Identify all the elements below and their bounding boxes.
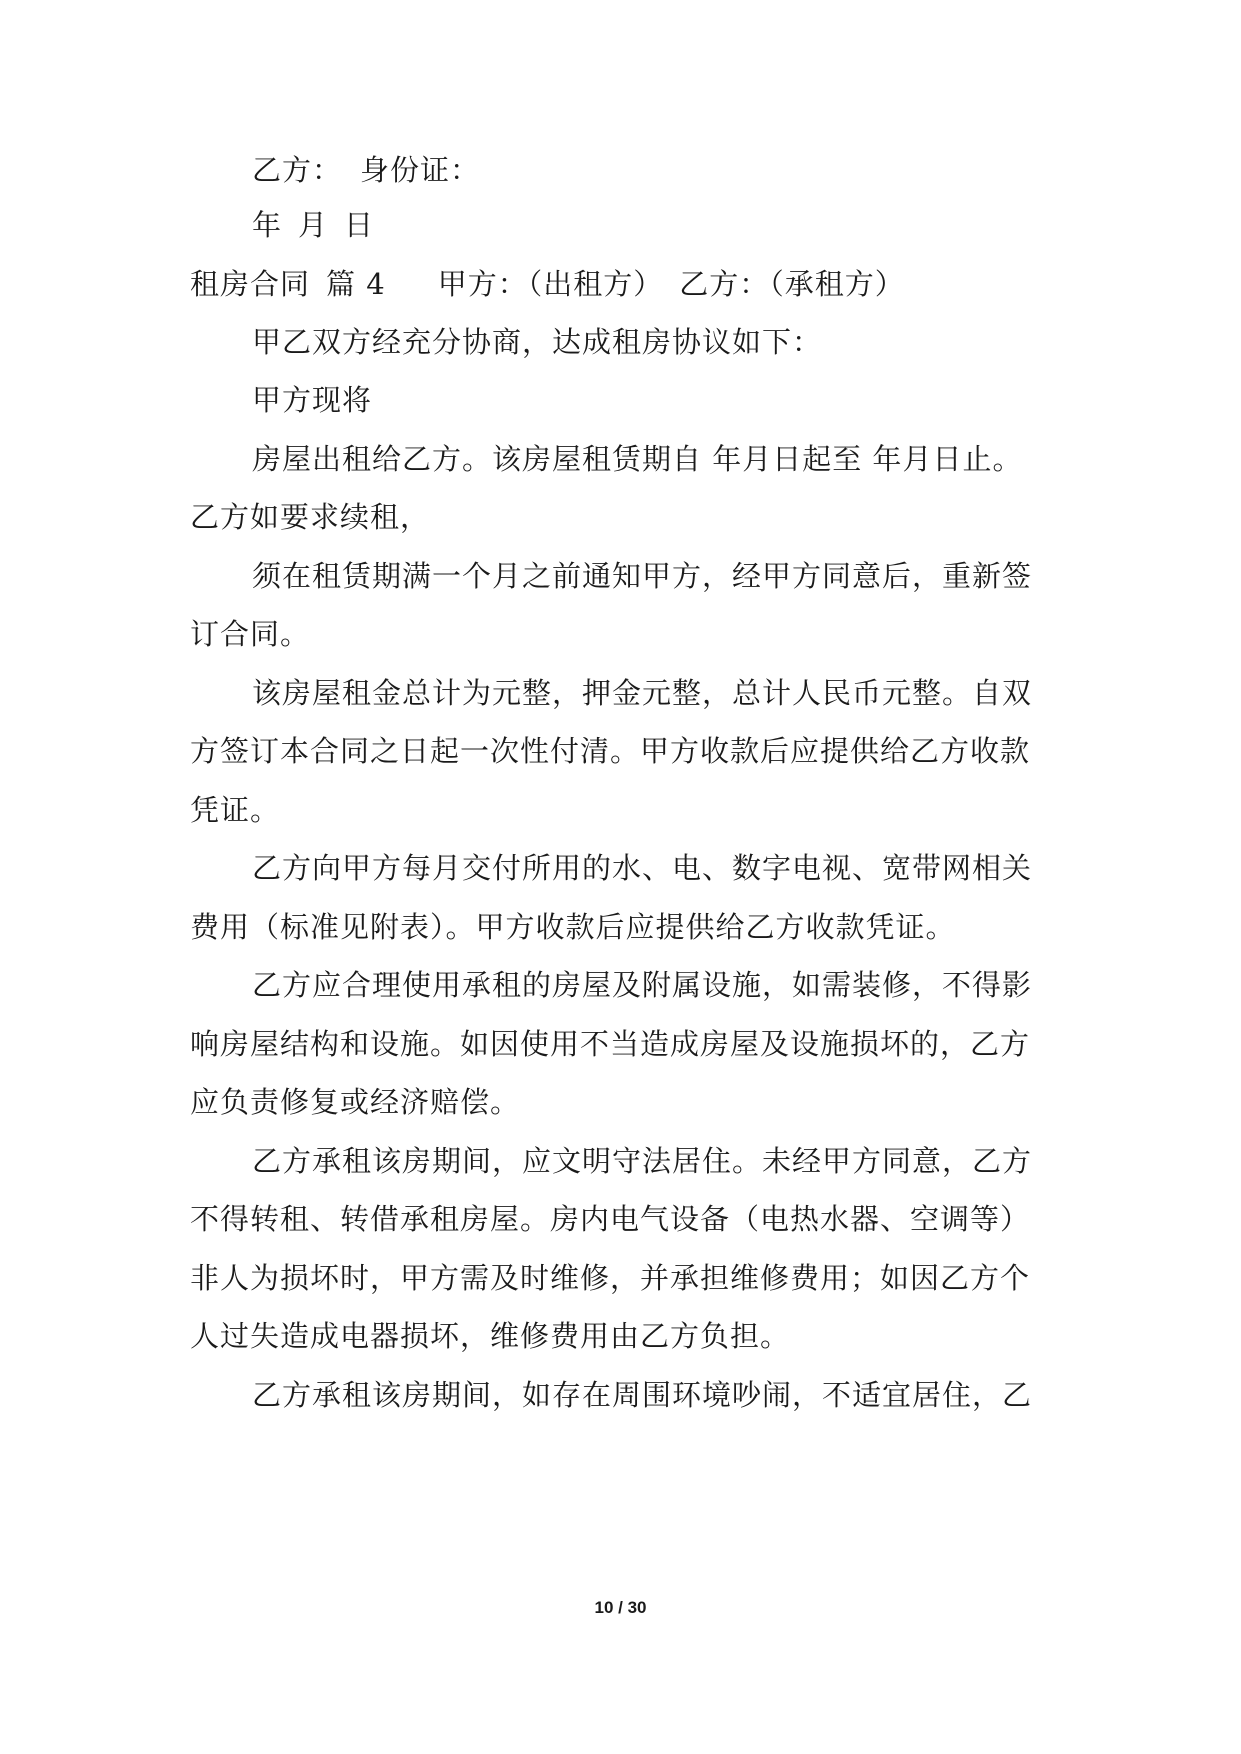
body-line: 房屋出租给乙方。该房屋租赁期自 年月日起至 年月日止。: [252, 442, 1023, 476]
contract-section: 篇 4: [326, 267, 386, 301]
body-line: 响房屋结构和设施。如因使用不当造成房屋及设施损坏的，乙方: [190, 1027, 1031, 1061]
signature-id-card-label: 身份证：: [360, 153, 481, 187]
body-line: 费用（标准见附表）。甲方收款后应提供给乙方收款凭证。: [190, 910, 956, 944]
body-line: 人过失造成电器损坏，维修费用由乙方负担。: [190, 1319, 791, 1353]
heading-party-a: 甲方：（出租方）: [437, 267, 664, 301]
body-line: 不得转租、转借承租房屋。房内电气设备（电热水器、空调等）: [190, 1202, 1031, 1236]
body-line: 方签订本合同之日起一次性付清。甲方收款后应提供给乙方收款: [190, 734, 1031, 768]
heading-party-b: 乙方：（承租方）: [679, 267, 905, 301]
signature-date-line: [252, 205, 374, 245]
body-line: 订合同。: [190, 617, 311, 651]
body-line: 非人为损坏时，甲方需及时维修，并承担维修费用；如因乙方个: [190, 1261, 1031, 1295]
body-line: 乙方如要求续租，: [190, 500, 431, 534]
body-line: 乙方应合理使用承租的房屋及附属设施，如需装修，不得影: [252, 968, 1033, 1002]
body-line: 凭证。: [190, 793, 281, 827]
signature-year: 年: [252, 208, 283, 242]
body-line: 甲方现将: [252, 383, 373, 417]
contract-heading: [190, 264, 905, 304]
body-line: 乙方向甲方每月交付所用的水、电、数字电视、宽带网相关: [252, 851, 1033, 885]
page-number: 10 / 30: [594, 1598, 647, 1617]
contract-title: 租房合同: [190, 267, 311, 301]
signature-party-b-line: [252, 150, 480, 190]
signature-party-b-label: 乙方：: [252, 153, 343, 187]
body-line: 须在租赁期满一个月之前通知甲方，经甲方同意后，重新签: [252, 559, 1033, 593]
body-line: 应负责修复或经济赔偿。: [190, 1085, 521, 1119]
body-line: 甲乙双方经充分协商，达成租房协议如下：: [252, 325, 823, 359]
body-line: 乙方承租该房期间，如存在周围环境吵闹，不适宜居住，乙: [252, 1378, 1033, 1412]
signature-day: 日: [344, 208, 375, 242]
signature-month: 月: [298, 208, 329, 242]
body-line: 该房屋租金总计为元整，押金元整，总计人民币元整。自双: [252, 676, 1033, 710]
body-line: 乙方承租该房期间，应文明守法居住。未经甲方同意，乙方: [252, 1144, 1033, 1178]
